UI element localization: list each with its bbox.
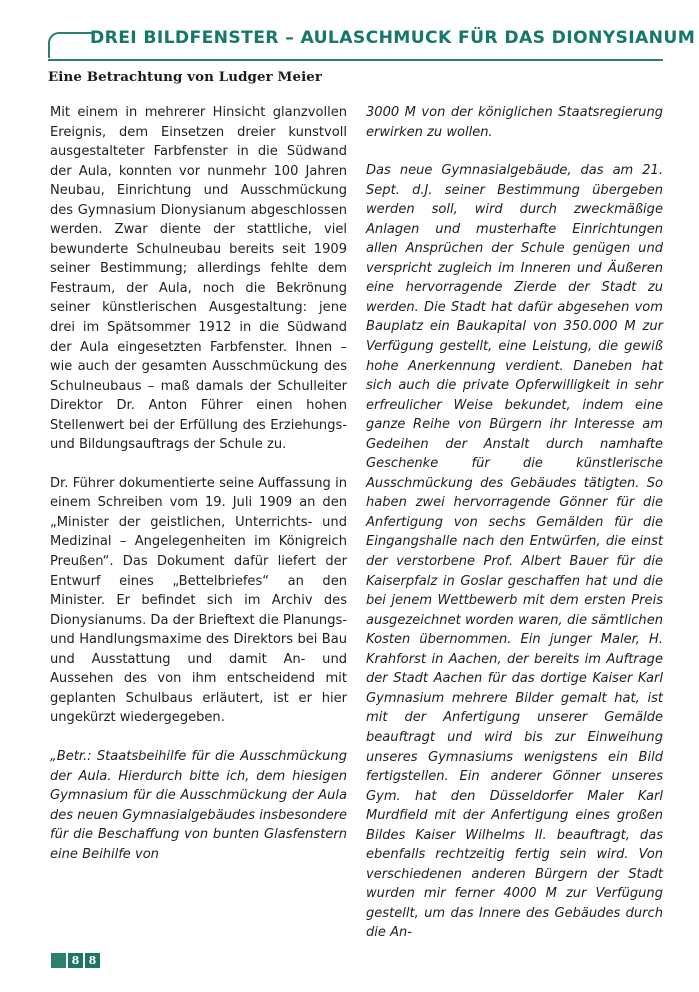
page-number-footer bbox=[51, 953, 100, 968]
paragraph-quote: Das neue Gymnasialgebäude, das am 21. Sept. d.J. seiner Bestimmung übergeben werden soll, wird durch zweckmäßige Anlagen und musterhafte Einrichtungen allen Ansprüchen der Schule genügen und verspricht zugleich im Inneren und Äußeren eine hervorragende Zierde der Stadt zu werden. Die Stadt hat dafür abgesehen vom Bauplatz ein Baukapital von 350.000 M zur Verfügung gestellt, eine Leistung, die gewiß hohe Anerkennung verdient. Daneben hat sich auch die private Opferwilligkeit in sehr erfreulicher Weise bekundet, indem eine ganze Reihe von Bürgern ihr Interesse am Gedeihen der Anstalt durch namhafte Geschenke für die künstlerische Ausschmückung des Gebäudes tätigten. So haben zwei hervorragende Gönner für die Anfertigung von sechs Gemälden für die Eingangshalle nach den Entwürfen, die einst der verstorbene Prof. Albert Bauer für die Kaiserpfalz in Goslar geschaffen hat und die bei jenem Wettbewerb mit dem ersten Preis ausgezeichnet worden waren, die sämtlichen Kosten übernommen. Ein junger Maler, H. Krahforst in Aachen, der bereits im Auftrage der Stadt Aachen für das dortige Kaiser Karl Gymnasium mehrere Bilder gemalt hat, ist mit der Anfertigung unserer Gemälde beauftragt und wird bis zur Einweihung unseres Gymnasiums wenigstens ein Bild fertigstellen. Ein anderer Gönner unseres Gym. hat den Düsseldorfer Maler Karl Murdfield mit der Anfertigung eines großen Bildes Kaiser Wilhelms II. beauftragt, das ebenfalls rechtzeitig fertig sein wird. Von verschiedenen anderen Bürgern der Stadt wurden mir ferner 4000 M zur Verfügung gestellt, um das Innere des Gebäudes durch die An- bbox=[366, 163, 663, 941]
article-byline: Eine Betrachtung von Ludger Meier bbox=[48, 69, 323, 85]
text-column-right bbox=[366, 103, 663, 943]
paragraph: Mit einem in mehrerer Hinsicht glanzvollen Ereignis, dem Einsetzen dreier kunstvoll ausgestalteter Farbfenster in die Südwand der Aula, konnten vor nunmehr 100 Jahren Neubau, Einrichtung und Ausschmückung des Gymnasium Dionysianum abgeschlossen werden. Zwar diente der stattliche, viel bewunderte Schulneubau bereits seit 1909 seiner Bestimmung; allerdings fehlte dem Festraum, der Aula, noch die Bekrönung seiner künstlerischen Ausgestaltung: jene drei im Spätsommer 1912 in die Südwand der Aula eingesetzten Farbfenster. Ihnen – wie auch der gesamten Ausschmückung des Schulneubaus – maß damals der Schulleiter Direktor Dr. Anton Führer einen hohen Stellenwert bei der Erfüllung des Erziehungs- und Bildungsauftrags der Schule zu. bbox=[50, 105, 347, 453]
paragraph-quote: „Betr.: Staatsbeihilfe für die Ausschmückung der Aula. Hierdurch bitte ich, dem hiesigen Gymnasium für die Ausschmückung der Aula des neuen Gymnasialgebäudes insbesondere für die Beschaffung von bunten Glasfenstern eine Beihilfe von bbox=[50, 748, 347, 862]
paragraph: Dr. Führer dokumentierte seine Auffassung in einem Schreiben vom 19. Juli 1909 an den „Minister der geistlichen, Unterrichts- und Medizinal – Angelegenheiten im Königreich Preußen“. Das Dokument dafür liefert der Entwurf eines „Bettelbriefes“ an den Minister. Er befindet sich im Archiv des Dionysianums. Da der Brieftext die Planungs- und Handlungsmaxime des Direktors bei Bau und Ausstattung und damit An- und Aussehen des von ihm entscheidend mit geplanten Schulbaus erläutert, ist er hier ungekürzt wiedergegeben. bbox=[50, 475, 347, 726]
paragraph-quote: 3000 M von der königlichen Staatsregierung erwirken zu wollen. bbox=[366, 105, 663, 140]
header-divider bbox=[48, 59, 663, 61]
page-number-digit: 8 bbox=[85, 953, 100, 968]
page-number-block-decoration bbox=[51, 953, 66, 968]
page-title: DREI BILDFENSTER – AULASCHMUCK FÜR DAS DIONYSIANUM bbox=[90, 28, 696, 48]
text-column-left bbox=[50, 103, 347, 864]
header-bracket-decoration bbox=[48, 32, 92, 58]
page-number-digit: 8 bbox=[68, 953, 83, 968]
page-header bbox=[48, 28, 696, 64]
